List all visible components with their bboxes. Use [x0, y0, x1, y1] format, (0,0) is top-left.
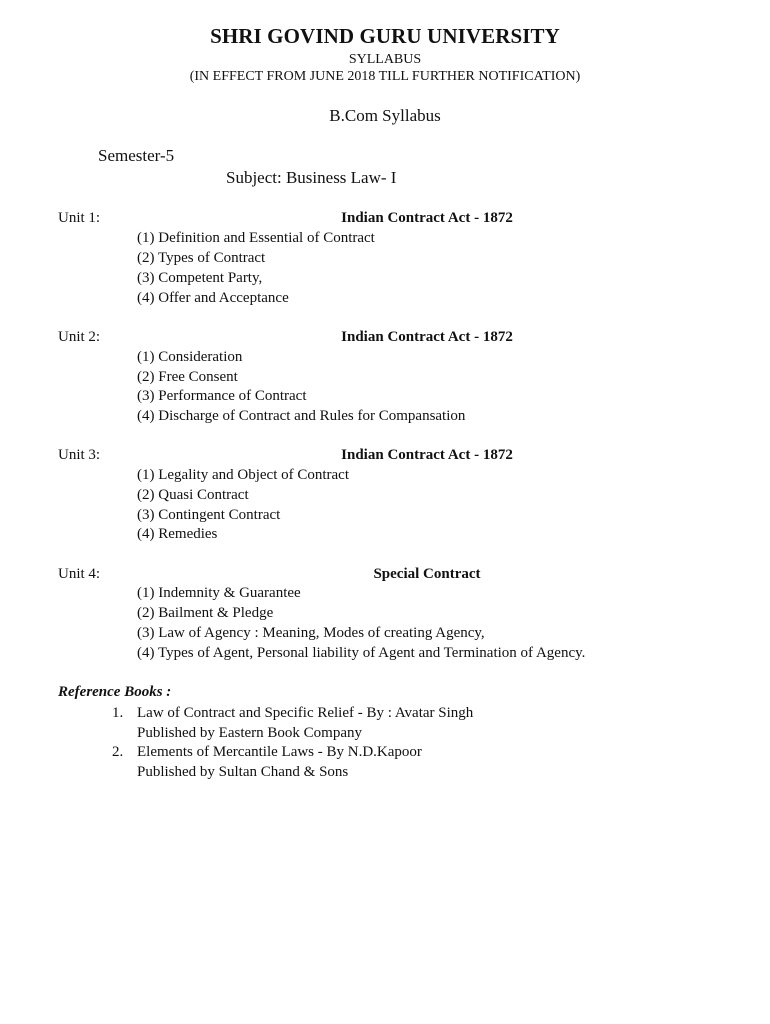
unit-2-label: Unit 2: — [58, 329, 101, 345]
unit-2-item: (3) Performance of Contract — [137, 388, 307, 404]
reference-number: 2. — [112, 744, 124, 760]
reference-books-heading: Reference Books : — [58, 684, 172, 700]
unit-1-item: (2) Types of Contract — [137, 250, 266, 266]
unit-4-item: (4) Types of Agent, Personal liability of Agent and Termination of Agency. — [137, 645, 586, 661]
unit-1-item: (1) Definition and Essential of Contract — [137, 230, 375, 246]
effective-date-note: (IN EFFECT FROM JUNE 2018 TILL FURTHER NOTIFICATION) — [189, 69, 581, 84]
unit-1-item: (3) Competent Party, — [137, 270, 263, 286]
unit-2-heading: Indian Contract Act - 1872 — [341, 329, 513, 345]
unit-4-label: Unit 4: — [58, 566, 101, 582]
unit-2-item: (4) Discharge of Contract and Rules for Compansation — [137, 408, 466, 424]
reference-title: Elements of Mercantile Laws - By N.D.Kapoor — [137, 744, 422, 760]
unit-3-item: (4) Remedies — [137, 526, 218, 542]
unit-3-item: (1) Legality and Object of Contract — [137, 467, 350, 483]
syllabus-label: SYLLABUS — [348, 52, 422, 67]
course-title: B.Com Syllabus — [329, 106, 441, 125]
reference-publisher: Published by Eastern Book Company — [137, 725, 362, 741]
university-title: SHRI GOVIND GURU UNIVERSITY — [210, 24, 560, 48]
unit-4-item: (3) Law of Agency : Meaning, Modes of creating Agency, — [137, 625, 485, 641]
unit-3-item: (3) Contingent Contract — [137, 507, 281, 523]
unit-2-item: (2) Free Consent — [137, 369, 238, 385]
unit-3-item: (2) Quasi Contract — [137, 487, 249, 503]
unit-1-heading: Indian Contract Act - 1872 — [341, 210, 513, 226]
semester-label: Semester-5 — [98, 146, 175, 165]
reference-title: Law of Contract and Specific Relief - By : Avatar Singh — [137, 705, 474, 721]
unit-2-item: (1) Consideration — [137, 349, 243, 365]
unit-4-item: (2) Bailment & Pledge — [137, 605, 274, 621]
unit-1-item: (4) Offer and Acceptance — [137, 290, 289, 306]
unit-1-label: Unit 1: — [58, 210, 101, 226]
unit-4-item: (1) Indemnity & Guarantee — [137, 585, 301, 601]
reference-publisher: Published by Sultan Chand & Sons — [137, 764, 349, 780]
subject-title: Subject: Business Law- I — [226, 168, 397, 187]
reference-number: 1. — [112, 705, 124, 721]
unit-3-heading: Indian Contract Act - 1872 — [341, 447, 513, 463]
unit-4-heading: Special Contract — [373, 566, 481, 582]
unit-3-label: Unit 3: — [58, 447, 101, 463]
